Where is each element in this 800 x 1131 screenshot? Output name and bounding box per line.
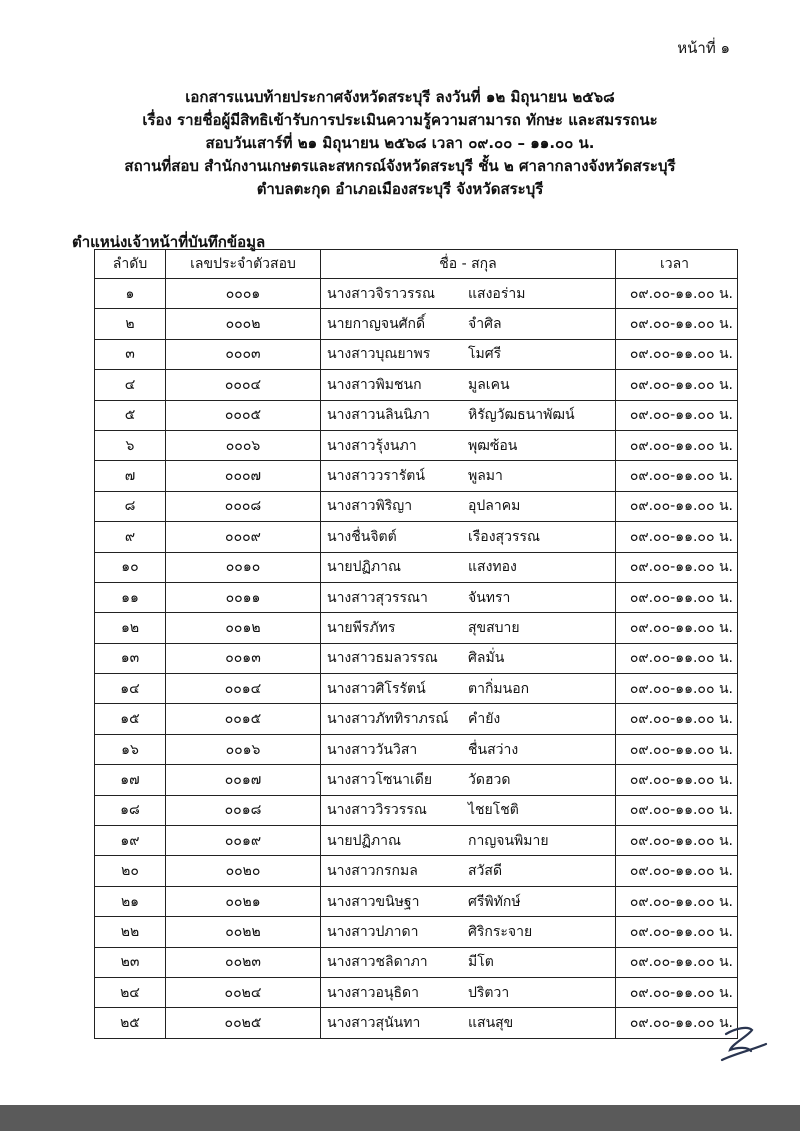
cell-time: ๐๙.๐๐-๑๑.๐๐ น.	[616, 826, 738, 856]
cell-exam-id: ๐๐๑๒	[166, 613, 321, 643]
header-line-4: สถานที่สอบ สำนักงานเกษตรและสหกรณ์จังหวัดสระบุรี ชั้น ๒ ศาลากลางจังหวัดสระบุรี	[124, 157, 676, 175]
column-header-time: เวลา	[616, 250, 738, 279]
cell-order: ๑๔	[95, 674, 166, 704]
cell-exam-id: ๐๐๑๘	[166, 795, 321, 825]
cell-order: ๑๕	[95, 704, 166, 734]
cell-first-name: นายกาญจนศักดิ์	[321, 309, 469, 339]
cell-exam-id: ๐๐๑๙	[166, 826, 321, 856]
bottom-bar	[0, 1105, 800, 1131]
cell-last-name: เรืองสุวรรณ	[468, 522, 616, 552]
cell-first-name: นางสาวกรกมล	[321, 856, 469, 886]
cell-first-name: นางสาวภัททิราภรณ์	[321, 704, 469, 734]
cell-exam-id: ๐๐๒๐	[166, 856, 321, 886]
table-row	[95, 582, 738, 612]
column-header-name: ชื่อ - สกุล	[321, 250, 616, 279]
cell-last-name: วัดฮวด	[468, 765, 616, 795]
cell-first-name: นางสาวโซนาเดีย	[321, 765, 469, 795]
cell-order: ๒๕	[95, 1008, 166, 1038]
table-row	[95, 886, 738, 916]
cell-last-name: แสงทอง	[468, 552, 616, 582]
cell-exam-id: ๐๐๑๓	[166, 643, 321, 673]
header-line-3: สอบวันเสาร์ที่ ๒๑ มิถุนายน ๒๕๖๘ เวลา ๐๙.๐๐ – ๑๑.๐๐ น.	[205, 134, 595, 152]
table-header-row	[95, 250, 738, 279]
table-row	[95, 643, 738, 673]
cell-exam-id: ๐๐๐๕	[166, 400, 321, 430]
cell-exam-id: ๐๐๑๗	[166, 765, 321, 795]
cell-last-name: แสงอร่าม	[468, 279, 616, 309]
cell-first-name: นางสาวบุณยาพร	[321, 339, 469, 369]
header-line-5: ตำบลตะกุด อำเภอเมืองสระบุรี จังหวัดสระบุรี	[256, 180, 544, 198]
cell-exam-id: ๐๐๑๑	[166, 582, 321, 612]
table-row	[95, 613, 738, 643]
cell-first-name: นางสาวพิริญา	[321, 491, 469, 521]
cell-order: ๒	[95, 309, 166, 339]
cell-last-name: โมศรี	[468, 339, 616, 369]
cell-first-name: นางสาววิรวรรณ	[321, 795, 469, 825]
cell-order: ๗	[95, 461, 166, 491]
cell-last-name: ศรีพิทักษ์	[468, 886, 616, 916]
cell-order: ๒๓	[95, 947, 166, 977]
cell-time: ๐๙.๐๐-๑๑.๐๐ น.	[616, 582, 738, 612]
column-header-exam-id: เลขประจำตัวสอบ	[166, 250, 321, 279]
cell-first-name: นายพีรภัทร	[321, 613, 469, 643]
page-number: หน้าที่ ๑	[677, 39, 730, 57]
cell-order: ๘	[95, 491, 166, 521]
cell-order: ๑๙	[95, 826, 166, 856]
cell-time: ๐๙.๐๐-๑๑.๐๐ น.	[616, 704, 738, 734]
table-row	[95, 491, 738, 521]
cell-order: ๒๒	[95, 917, 166, 947]
cell-time: ๐๙.๐๐-๑๑.๐๐ น.	[616, 886, 738, 916]
cell-first-name: นางสาววันวิสา	[321, 734, 469, 764]
cell-first-name: นางสาวชลิดาภา	[321, 947, 469, 977]
cell-first-name: นางสาวธมลวรรณ	[321, 643, 469, 673]
cell-order: ๑๘	[95, 795, 166, 825]
cell-first-name: นายปฏิภาณ	[321, 552, 469, 582]
cell-exam-id: ๐๐๐๙	[166, 522, 321, 552]
cell-time: ๐๙.๐๐-๑๑.๐๐ น.	[616, 734, 738, 764]
cell-exam-id: ๐๐๐๓	[166, 339, 321, 369]
cell-first-name: นางสาวสุนันทา	[321, 1008, 469, 1038]
cell-time: ๐๙.๐๐-๑๑.๐๐ น.	[616, 491, 738, 521]
cell-order: ๒๐	[95, 856, 166, 886]
table-row	[95, 309, 738, 339]
cell-exam-id: ๐๐๐๒	[166, 309, 321, 339]
cell-exam-id: ๐๐๑๔	[166, 674, 321, 704]
cell-last-name: จำศิล	[468, 309, 616, 339]
candidate-table	[94, 249, 738, 1039]
table-row	[95, 704, 738, 734]
table-row	[95, 339, 738, 369]
cell-last-name: สุขสบาย	[468, 613, 616, 643]
cell-last-name: ศิริกระจาย	[468, 917, 616, 947]
cell-time: ๐๙.๐๐-๑๑.๐๐ น.	[616, 552, 738, 582]
cell-time: ๐๙.๐๐-๑๑.๐๐ น.	[616, 947, 738, 977]
cell-time: ๐๙.๐๐-๑๑.๐๐ น.	[616, 674, 738, 704]
cell-exam-id: ๐๐๐๘	[166, 491, 321, 521]
header-line-1: เอกสารแนบท้ายประกาศจังหวัดสระบุรี ลงวันที่ ๑๒ มิถุนายน ๒๕๖๘	[185, 88, 615, 106]
cell-time: ๐๙.๐๐-๑๑.๐๐ น.	[616, 917, 738, 947]
cell-time: ๐๙.๐๐-๑๑.๐๐ น.	[616, 461, 738, 491]
cell-order: ๔	[95, 370, 166, 400]
table-row	[95, 400, 738, 430]
cell-time: ๐๙.๐๐-๑๑.๐๐ น.	[616, 1008, 738, 1038]
cell-last-name: พูลมา	[468, 461, 616, 491]
table-row	[95, 552, 738, 582]
table-row	[95, 461, 738, 491]
cell-time: ๐๙.๐๐-๑๑.๐๐ น.	[616, 400, 738, 430]
cell-exam-id: ๐๐๐๔	[166, 370, 321, 400]
cell-order: ๒๑	[95, 886, 166, 916]
table-row	[95, 977, 738, 1007]
cell-first-name: นางสาวศิโรรัตน์	[321, 674, 469, 704]
cell-exam-id: ๐๐๑๖	[166, 734, 321, 764]
cell-first-name: นางสาวจิราวรรณ	[321, 279, 469, 309]
cell-last-name: ศิลมั่น	[468, 643, 616, 673]
cell-last-name: ปริตวา	[468, 977, 616, 1007]
cell-time: ๐๙.๐๐-๑๑.๐๐ น.	[616, 795, 738, 825]
cell-first-name: นางสาวขนิษฐา	[321, 886, 469, 916]
cell-first-name: นางชื่นจิตต์	[321, 522, 469, 552]
cell-time: ๐๙.๐๐-๑๑.๐๐ น.	[616, 613, 738, 643]
cell-last-name: กาญจนพิมาย	[468, 826, 616, 856]
cell-exam-id: ๐๐๒๒	[166, 917, 321, 947]
cell-last-name: แสนสุข	[468, 1008, 616, 1038]
cell-last-name: มีโต	[468, 947, 616, 977]
cell-exam-id: ๐๐๑๕	[166, 704, 321, 734]
table-body	[95, 279, 738, 1039]
cell-exam-id: ๐๐๐๖	[166, 430, 321, 460]
cell-last-name: ชื่นสว่าง	[468, 734, 616, 764]
cell-exam-id: ๐๐๒๑	[166, 886, 321, 916]
column-header-order: ลำดับ	[95, 250, 166, 279]
cell-first-name: นายปฏิภาณ	[321, 826, 469, 856]
cell-first-name: นางสาววรารัตน์	[321, 461, 469, 491]
cell-time: ๐๙.๐๐-๑๑.๐๐ น.	[616, 977, 738, 1007]
cell-first-name: นางสาวพิมชนก	[321, 370, 469, 400]
cell-time: ๐๙.๐๐-๑๑.๐๐ น.	[616, 522, 738, 552]
cell-last-name: อุปลาคม	[468, 491, 616, 521]
table-row	[95, 279, 738, 309]
cell-first-name: นางสาวรุ้งนภา	[321, 430, 469, 460]
cell-order: ๖	[95, 430, 166, 460]
cell-time: ๐๙.๐๐-๑๑.๐๐ น.	[616, 309, 738, 339]
cell-order: ๑๒	[95, 613, 166, 643]
signature-initials-icon	[718, 1020, 768, 1068]
cell-exam-id: ๐๐๒๕	[166, 1008, 321, 1038]
document-header	[0, 86, 800, 201]
cell-last-name: ไชยโชติ	[468, 795, 616, 825]
table-row	[95, 856, 738, 886]
cell-last-name: จันทรา	[468, 582, 616, 612]
cell-time: ๐๙.๐๐-๑๑.๐๐ น.	[616, 856, 738, 886]
cell-order: ๑๐	[95, 552, 166, 582]
cell-time: ๐๙.๐๐-๑๑.๐๐ น.	[616, 279, 738, 309]
table-row	[95, 430, 738, 460]
cell-order: ๑๓	[95, 643, 166, 673]
header-line-2: เรื่อง รายชื่อผู้มีสิทธิเข้ารับการประเมินความรู้ความสามารถ ทักษะ และสมรรถนะ	[142, 111, 658, 129]
table-row	[95, 674, 738, 704]
cell-exam-id: ๐๐๐๑	[166, 279, 321, 309]
cell-order: ๑๗	[95, 765, 166, 795]
table-row	[95, 917, 738, 947]
cell-last-name: คำยัง	[468, 704, 616, 734]
cell-time: ๐๙.๐๐-๑๑.๐๐ น.	[616, 430, 738, 460]
cell-exam-id: ๐๐๒๓	[166, 947, 321, 977]
table-row	[95, 1008, 738, 1038]
table-row	[95, 765, 738, 795]
table-row	[95, 522, 738, 552]
cell-last-name: มูลเคน	[468, 370, 616, 400]
cell-last-name: สวัสดี	[468, 856, 616, 886]
cell-exam-id: ๐๐๒๔	[166, 977, 321, 1007]
cell-first-name: นางสาวนลินนิภา	[321, 400, 469, 430]
cell-time: ๐๙.๐๐-๑๑.๐๐ น.	[616, 643, 738, 673]
cell-last-name: ตากิ่มนอก	[468, 674, 616, 704]
table-row	[95, 795, 738, 825]
cell-first-name: นางสาวสุวรรณา	[321, 582, 469, 612]
cell-order: ๑๑	[95, 582, 166, 612]
cell-last-name: พุฒซ้อน	[468, 430, 616, 460]
cell-order: ๑๖	[95, 734, 166, 764]
cell-exam-id: ๐๐๑๐	[166, 552, 321, 582]
cell-order: ๑	[95, 279, 166, 309]
cell-exam-id: ๐๐๐๗	[166, 461, 321, 491]
table-row	[95, 947, 738, 977]
position-title: ตำแหน่งเจ้าหน้าที่บันทึกข้อมูล	[72, 233, 266, 251]
cell-last-name: หิรัญวัฒธนาพัฒน์	[468, 400, 616, 430]
cell-time: ๐๙.๐๐-๑๑.๐๐ น.	[616, 765, 738, 795]
cell-order: ๙	[95, 522, 166, 552]
cell-order: ๕	[95, 400, 166, 430]
cell-time: ๐๙.๐๐-๑๑.๐๐ น.	[616, 370, 738, 400]
cell-time: ๐๙.๐๐-๑๑.๐๐ น.	[616, 339, 738, 369]
table-row	[95, 826, 738, 856]
cell-first-name: นางสาวอนุธิดา	[321, 977, 469, 1007]
table-row	[95, 370, 738, 400]
table-row	[95, 734, 738, 764]
cell-order: ๓	[95, 339, 166, 369]
cell-first-name: นางสาวปภาดา	[321, 917, 469, 947]
cell-order: ๒๔	[95, 977, 166, 1007]
